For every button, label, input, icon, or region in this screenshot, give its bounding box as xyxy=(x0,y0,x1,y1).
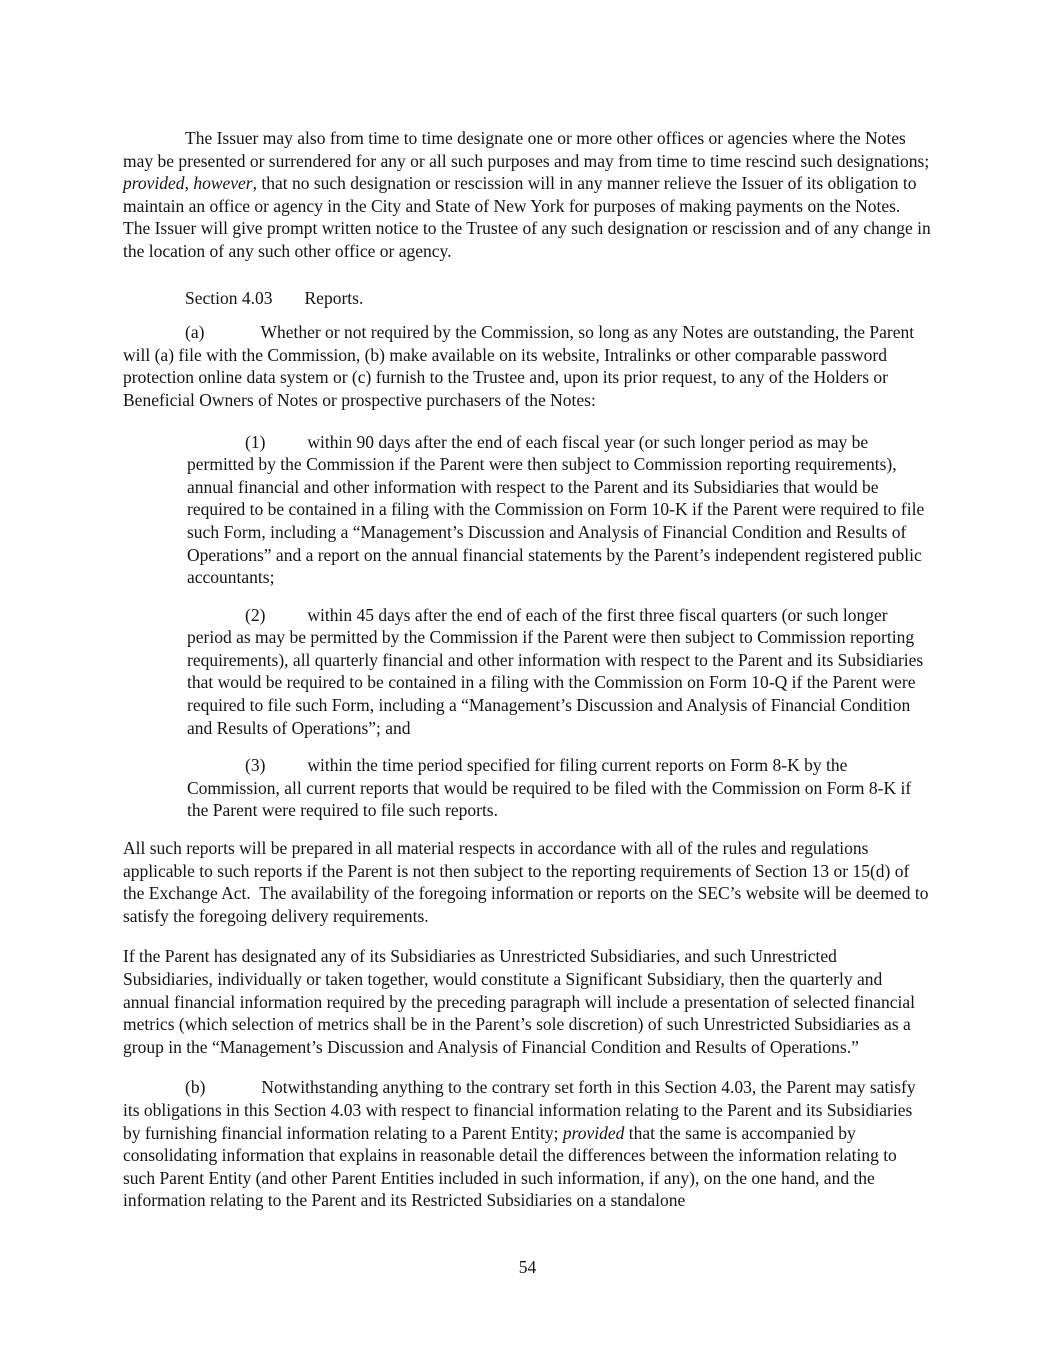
heading-section-4-03-reports xyxy=(123,287,931,310)
item-1-annual-reports xyxy=(187,431,931,589)
text-run: , xyxy=(184,173,194,194)
text-run: within 45 days after the end of each of the first three fiscal quarters (or such longer period as may be permitted by the Commission if the Parent were then subject to Commission reporting requirements), all quarterly financial and other information with respect to the Parent and its Subsidiaries that would be required to be contained in a filing with the Commission on Form 10-Q if the Parent were required to file such Form, including a “Management’s Discussion and Analysis of Financial Condition and Results of Operations”; and xyxy=(187,604,928,738)
text-run: , that no such designation or rescission will in any manner relieve the Issuer of its obligation to maintain an office or agency in the City and State of New York for purposes of making payments on the Notes. The Issuer will give prompt written notice to the Trustee of any such designation or rescission and of any change in the location of any such other office or agency. xyxy=(123,173,936,261)
text-run: within 90 days after the end of each fiscal year (or such longer period as may be permitted by the Commission if the Parent were then subject to Commission reporting requirements), annual financial and other information with respect to the Parent and its Subsidiaries that would be required to be contained in a filing with the Commission on Form 10-K if the Parent were required to file such Form, including a “Management’s Discussion and Analysis of Financial Condition and Results of Operations” and a report on the annual financial statements by the Parent’s independent registered public accountants; xyxy=(187,431,929,588)
text-run: (3) xyxy=(245,755,266,776)
para-offices-and-agencies xyxy=(123,127,936,263)
italic-text: provided xyxy=(562,1122,625,1143)
text-run: that the same is accompanied by consolidating information that explains in reasonable detail the differences between the information relating to such Parent Entity (and other Parent Entities included in such information, if any), on the one hand, and the information relating to the Parent and its Restricted Subsidiaries on a standalone xyxy=(123,1122,902,1211)
text-run: Notwithstanding anything to the contrary set forth in this Section 4.03, the Parent may satisfy its obligations in this Section 4.03 with respect to financial information relating to the Parent and its Subsidiaries by furnishing financial information relating to a Parent Entity; xyxy=(123,1077,920,1143)
text-run: (a) xyxy=(185,322,205,343)
page-number: 54 xyxy=(518,1257,537,1277)
italic-text: provided xyxy=(123,173,185,194)
para-unrestricted-subsidiaries xyxy=(123,945,931,1058)
document-body xyxy=(123,127,936,1231)
item-3-current-reports xyxy=(187,754,931,822)
text-run: If the Parent has designated any of its Subsidiaries as Unrestricted Subsidiaries, and such Unrestricted Subsidiaries, individually or taken together, would constitute a Significant Subsidiary, then the quarterly and annual financial information required by the preceding paragraph will include a presentation of selected financial metrics (which selection of metrics shall be in the Parent’s sole discretion) of such Unrestricted Subsidiaries as a group in the “Management’s Discussion and Analysis of Financial Condition and Results of Operations.” xyxy=(123,946,920,1057)
item-2-quarterly-reports xyxy=(187,604,931,740)
italic-text: however xyxy=(193,173,253,194)
text-run: (b) xyxy=(185,1077,206,1098)
para-b-parent-entity xyxy=(123,1076,931,1212)
text-run: Section 4.03 xyxy=(185,287,273,308)
para-all-such-reports xyxy=(123,837,931,927)
text-run: All such reports will be prepared in all material respects in accordance with all of the rules and regulations applicable to such reports if the Parent is not then subject to the reporting requirements of Section 13 or 15(d) of the Exchange Act. The availability of the foregoing information or reports on the SEC’s website will be deemed to satisfy the foregoing delivery requirements. xyxy=(123,838,933,926)
text-run: (2) xyxy=(245,604,266,625)
para-a-reporting-obligation xyxy=(123,321,931,411)
text-run: within the time period specified for filing current reports on Form 8-K by the Commission, all current reports that would be required to be filed with the Commission on Form 8-K if the Parent were required to file such reports. xyxy=(187,755,916,821)
text-run: The Issuer may also from time to time designate one or more other offices or agencies where the Notes may be presented or surrendered for any or all such purposes and may from time to time rescind such designations; xyxy=(123,128,934,171)
text-run: (1) xyxy=(245,431,266,452)
text-run: Reports. xyxy=(304,287,364,308)
text-run: Whether or not required by the Commission, so long as any Notes are outstanding, the Parent will (a) file with the Commission, (b) make available on its website, Intralinks or other comparable password protection online data system or (c) furnish to the Trustee and, upon its prior request, to any of the Holders or Beneficial Owners of Notes or prospective purchasers of the Notes: xyxy=(123,322,919,410)
